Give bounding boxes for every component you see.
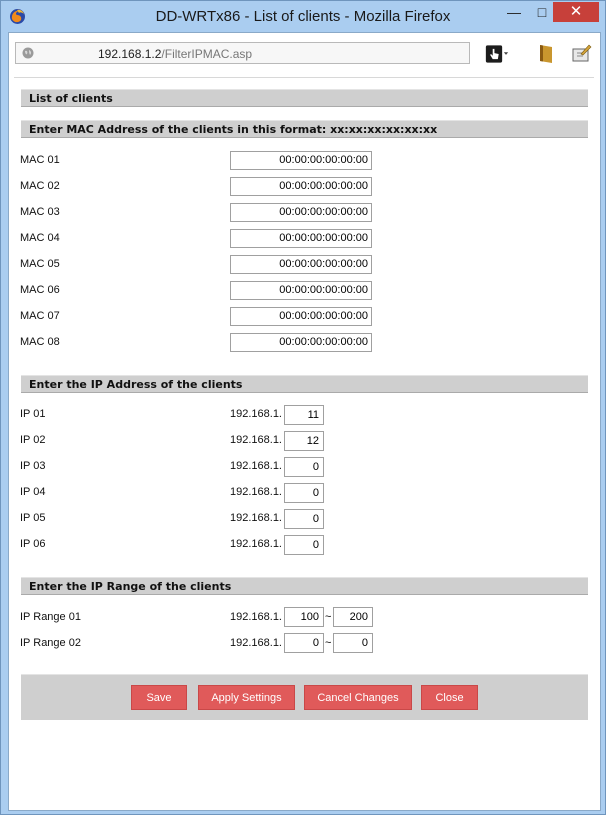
mac-input[interactable]: 00:00:00:00:00:00 (230, 203, 372, 222)
ip-prefix: 192.168.1. (230, 460, 282, 472)
range-separator: ~ (325, 637, 332, 649)
ip-prefix: 192.168.1. (230, 408, 282, 420)
ip-octet-input[interactable]: 0 (284, 535, 324, 555)
mac-section-header: Enter MAC Address of the clients in this format: xx:xx:xx:xx:xx:xx (21, 120, 588, 138)
ip-octet-input[interactable]: 0 (284, 457, 324, 477)
range-separator: ~ (325, 611, 332, 623)
pointer-icon[interactable] (485, 42, 509, 66)
minimize-button[interactable]: — (507, 4, 521, 20)
mac-label: MAC 06 (20, 284, 60, 296)
cancel-changes-button[interactable]: Cancel Changes (304, 685, 412, 710)
mac-input[interactable]: 00:00:00:00:00:00 (230, 307, 372, 326)
save-button[interactable]: Save (131, 685, 187, 710)
close-button[interactable]: Close (421, 685, 478, 710)
ip-label: IP 06 (20, 538, 46, 550)
mac-input[interactable]: 00:00:00:00:00:00 (230, 229, 372, 248)
mac-label: MAC 03 (20, 206, 60, 218)
screenshot-icon[interactable] (569, 42, 593, 66)
range-label: IP Range 02 (20, 637, 81, 649)
url-path: /FilterIPMAC.asp (161, 47, 253, 61)
ip-label: IP 03 (20, 460, 46, 472)
ip-prefix: 192.168.1. (230, 637, 282, 649)
ip-prefix: 192.168.1. (230, 512, 282, 524)
url-host: 192.168.1.2 (98, 47, 162, 61)
ip-section-header: Enter the IP Address of the clients (21, 375, 588, 393)
mac-label: MAC 05 (20, 258, 60, 270)
ip-prefix: 192.168.1. (230, 538, 282, 550)
ip-octet-input[interactable]: 11 (284, 405, 324, 425)
ip-label: IP 01 (20, 408, 46, 420)
mac-label: MAC 02 (20, 180, 60, 192)
mac-input[interactable]: 00:00:00:00:00:00 (230, 151, 372, 170)
list-of-clients-header: List of clients (21, 89, 588, 107)
mac-label: MAC 04 (20, 232, 60, 244)
ip-prefix: 192.168.1. (230, 611, 282, 623)
apply-settings-button[interactable]: Apply Settings (198, 685, 295, 710)
button-bar (21, 674, 588, 720)
range-start-input[interactable]: 100 (284, 607, 324, 627)
range-section-header: Enter the IP Range of the clients (21, 577, 588, 595)
url-text (98, 47, 252, 61)
ip-octet-input[interactable]: 0 (284, 509, 324, 529)
ip-prefix: 192.168.1. (230, 434, 282, 446)
toolbar-divider (14, 77, 594, 78)
url-bar[interactable] (15, 42, 470, 64)
mac-input[interactable]: 00:00:00:00:00:00 (230, 255, 372, 274)
title-bar (1, 1, 605, 33)
ip-octet-input[interactable]: 12 (284, 431, 324, 451)
ip-label: IP 05 (20, 512, 46, 524)
range-start-input[interactable]: 0 (284, 633, 324, 653)
ip-octet-input[interactable]: 0 (284, 483, 324, 503)
mac-label: MAC 01 (20, 154, 60, 166)
range-end-input[interactable]: 0 (333, 633, 373, 653)
mac-label: MAC 08 (20, 336, 60, 348)
mac-input[interactable]: 00:00:00:00:00:00 (230, 281, 372, 300)
close-window-button[interactable]: ✕ (553, 2, 599, 22)
globe-icon (22, 47, 34, 59)
ip-label: IP 02 (20, 434, 46, 446)
mac-label: MAC 07 (20, 310, 60, 322)
page-content (8, 32, 601, 811)
range-label: IP Range 01 (20, 611, 81, 623)
ip-prefix: 192.168.1. (230, 486, 282, 498)
maximize-button[interactable]: □ (537, 4, 547, 20)
mac-input[interactable]: 00:00:00:00:00:00 (230, 333, 372, 352)
ip-label: IP 04 (20, 486, 46, 498)
mac-input[interactable]: 00:00:00:00:00:00 (230, 177, 372, 196)
window-title: DD-WRTx86 - List of clients - Mozilla Firefox (155, 8, 451, 25)
bookmark-icon[interactable] (534, 42, 558, 66)
range-end-input[interactable]: 200 (333, 607, 373, 627)
